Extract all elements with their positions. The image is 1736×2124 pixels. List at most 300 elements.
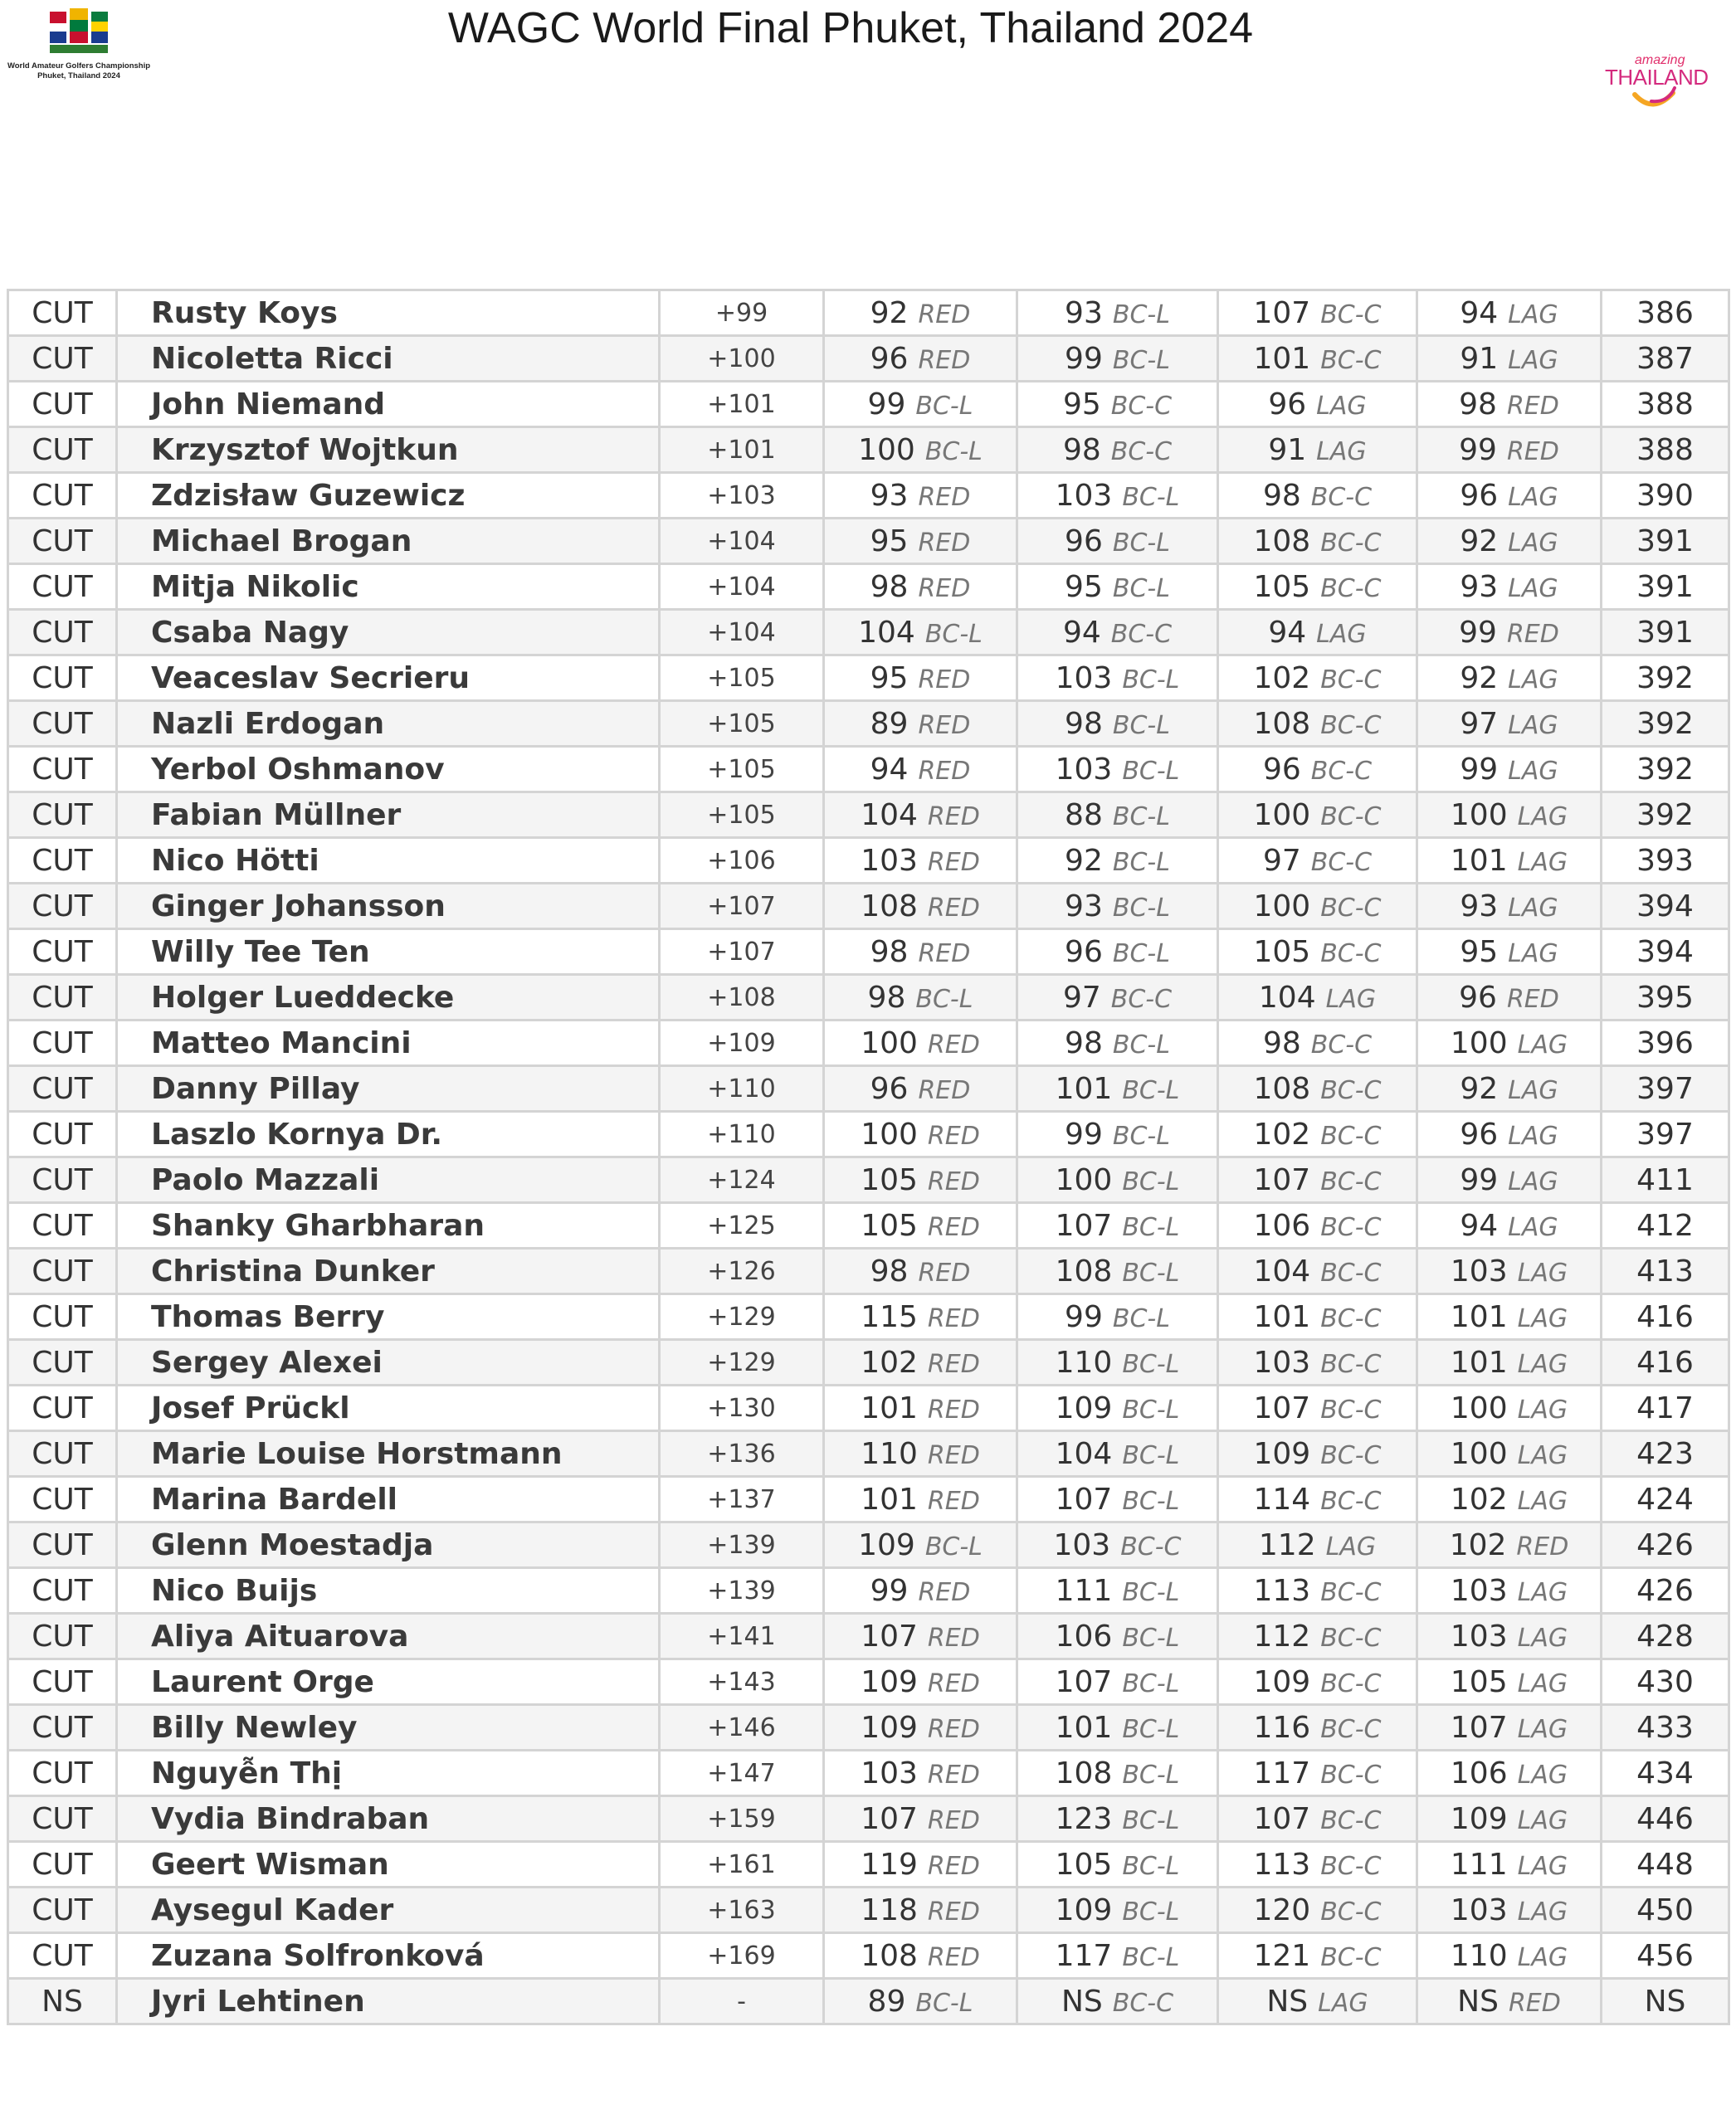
course-code: RED: [927, 893, 980, 923]
round-score: 108: [861, 1938, 918, 1973]
player-name-cell: Nico Hötti: [117, 838, 660, 884]
round-4-cell: [1417, 1979, 1602, 2024]
round-4-cell: [1417, 701, 1602, 747]
course-code: BC-C: [1320, 1212, 1382, 1242]
round-3-cell: [1218, 1842, 1417, 1888]
round-score: 98: [1065, 706, 1103, 741]
round-2-cell: [1017, 1842, 1218, 1888]
round-score: 99: [867, 387, 906, 421]
round-score: NS: [1266, 1984, 1309, 2019]
round-score: 107: [1253, 295, 1311, 330]
round-1-cell: [824, 1614, 1017, 1659]
course-code: BC-C: [1310, 847, 1373, 877]
total-cell: 430: [1602, 1659, 1729, 1705]
player-name-cell: Csaba Nagy: [117, 610, 660, 655]
round-2-cell: [1017, 975, 1218, 1021]
player-name-cell: Shanky Gharbharan: [117, 1203, 660, 1249]
round-score: 92: [1460, 1071, 1499, 1106]
course-code: LAG: [1517, 801, 1568, 831]
round-score: 95: [870, 524, 909, 558]
position-cell: CUT: [8, 1157, 117, 1203]
position-cell: CUT: [8, 1021, 117, 1066]
round-score: 105: [861, 1162, 918, 1197]
round-2-cell: [1017, 1705, 1218, 1751]
course-code: RED: [1516, 1532, 1569, 1561]
course-code: LAG: [1508, 528, 1558, 558]
round-score: 111: [1450, 1847, 1508, 1882]
to-par-cell: +129: [660, 1340, 824, 1386]
course-code: BC-C: [1320, 938, 1382, 968]
player-name-cell: Christina Dunker: [117, 1249, 660, 1294]
round-score: 89: [870, 706, 909, 741]
course-code: BC-L: [1122, 482, 1180, 512]
player-name-cell: Krzysztof Wojtkun: [117, 427, 660, 473]
round-3-cell: [1218, 975, 1417, 1021]
round-2-cell: [1017, 1203, 1218, 1249]
total-cell: 396: [1602, 1021, 1729, 1066]
to-par-cell: +103: [660, 473, 824, 519]
round-4-cell: [1417, 1203, 1602, 1249]
course-code: LAG: [1517, 1303, 1568, 1333]
results-table-body: [8, 290, 1729, 2024]
total-cell: 416: [1602, 1294, 1729, 1340]
round-score: 108: [861, 889, 918, 923]
round-score: 100: [861, 1025, 918, 1060]
position-cell: CUT: [8, 336, 117, 382]
round-score: 105: [1253, 934, 1311, 969]
course-code: RED: [918, 482, 971, 512]
round-2-cell: [1017, 1888, 1218, 1933]
position-cell: CUT: [8, 1614, 117, 1659]
round-score: 89: [867, 1984, 906, 2019]
round-1-cell: [824, 1568, 1017, 1614]
to-par-cell: +169: [660, 1933, 824, 1979]
course-code: BC-L: [1122, 1714, 1180, 1744]
wagc-flags-logo-icon: [48, 8, 110, 56]
round-4-cell: [1417, 1066, 1602, 1112]
round-score: 93: [1065, 889, 1103, 923]
total-cell: 394: [1602, 929, 1729, 975]
table-row: [8, 1979, 1729, 2024]
round-1-cell: [824, 427, 1017, 473]
round-2-cell: [1017, 884, 1218, 929]
to-par-cell: +129: [660, 1294, 824, 1340]
course-code: LAG: [1517, 1851, 1568, 1881]
course-code: LAG: [1508, 1167, 1558, 1196]
course-code: LAG: [1517, 1805, 1568, 1835]
course-code: BC-C: [1110, 619, 1173, 649]
course-code: RED: [918, 665, 971, 694]
round-score: 109: [861, 1664, 918, 1699]
table-row: [8, 701, 1729, 747]
course-code: BC-C: [1320, 1805, 1382, 1835]
round-3-cell: [1218, 336, 1417, 382]
table-row: [8, 1021, 1729, 1066]
table-row: [8, 1477, 1729, 1522]
logo-caption-line1: World Amateur Golfers Championship: [7, 61, 151, 71]
round-score: 107: [1253, 1391, 1311, 1425]
position-cell: CUT: [8, 792, 117, 838]
round-4-cell: [1417, 1157, 1602, 1203]
round-1-cell: [824, 564, 1017, 610]
course-code: BC-L: [1112, 1303, 1170, 1333]
round-score: 98: [1262, 478, 1301, 513]
course-code: BC-L: [924, 1532, 983, 1561]
course-code: RED: [927, 1121, 980, 1151]
round-score: 112: [1253, 1619, 1311, 1654]
round-score: 101: [1450, 843, 1508, 878]
round-3-cell: [1218, 655, 1417, 701]
player-name-cell: Vydia Bindraban: [117, 1796, 660, 1842]
round-4-cell: [1417, 427, 1602, 473]
round-score: 99: [1460, 1162, 1499, 1197]
course-code: BC-C: [1320, 1167, 1382, 1196]
round-score: 96: [870, 341, 909, 376]
round-score: 100: [1450, 797, 1508, 832]
table-row: [8, 427, 1729, 473]
total-cell: 434: [1602, 1751, 1729, 1796]
course-code: RED: [927, 1669, 980, 1698]
round-3-cell: [1218, 610, 1417, 655]
table-row: [8, 1340, 1729, 1386]
position-cell: CUT: [8, 1751, 117, 1796]
course-code: BC-L: [1122, 1577, 1180, 1607]
round-3-cell: [1218, 792, 1417, 838]
round-score: 123: [1055, 1801, 1113, 1836]
position-cell: CUT: [8, 1659, 117, 1705]
round-score: 103: [1055, 478, 1113, 513]
table-row: [8, 1112, 1729, 1157]
round-1-cell: [824, 290, 1017, 336]
total-cell: 392: [1602, 701, 1729, 747]
position-cell: CUT: [8, 884, 117, 929]
course-code: LAG: [1508, 710, 1558, 740]
table-row: [8, 1751, 1729, 1796]
round-score: 116: [1253, 1710, 1311, 1745]
course-code: RED: [1506, 984, 1559, 1014]
round-score: 108: [1055, 1756, 1113, 1790]
round-score: 105: [1253, 569, 1311, 604]
round-1-cell: [824, 1157, 1017, 1203]
course-code: BC-C: [1320, 300, 1382, 329]
to-par-cell: +136: [660, 1431, 824, 1477]
round-4-cell: [1417, 1112, 1602, 1157]
table-row: [8, 838, 1729, 884]
round-score: 97: [1460, 706, 1499, 741]
to-par-cell: +163: [660, 1888, 824, 1933]
to-par-cell: +105: [660, 747, 824, 792]
round-score: 105: [1450, 1664, 1508, 1699]
position-cell: CUT: [8, 382, 117, 427]
course-code: RED: [1506, 391, 1559, 421]
course-code: BC-L: [1112, 893, 1170, 923]
round-3-cell: [1218, 1705, 1417, 1751]
player-name-cell: Sergey Alexei: [117, 1340, 660, 1386]
round-3-cell: [1218, 1522, 1417, 1568]
round-score: 107: [1055, 1208, 1113, 1243]
results-table: [7, 289, 1730, 2025]
course-code: BC-L: [915, 391, 973, 421]
round-score: 100: [858, 432, 915, 467]
round-1-cell: [824, 519, 1017, 564]
round-2-cell: [1017, 1340, 1218, 1386]
course-code: LAG: [1517, 1623, 1568, 1653]
round-4-cell: [1417, 1340, 1602, 1386]
to-par-cell: +125: [660, 1203, 824, 1249]
player-name-cell: Thomas Berry: [117, 1294, 660, 1340]
round-score: 96: [1065, 934, 1103, 969]
course-code: LAG: [1517, 1258, 1568, 1288]
position-cell: CUT: [8, 1112, 117, 1157]
round-3-cell: [1218, 290, 1417, 336]
round-1-cell: [824, 1842, 1017, 1888]
round-4-cell: [1417, 473, 1602, 519]
round-4-cell: [1417, 792, 1602, 838]
round-score: 117: [1055, 1938, 1113, 1973]
round-2-cell: [1017, 1021, 1218, 1066]
round-score: 92: [1460, 660, 1499, 695]
position-cell: CUT: [8, 701, 117, 747]
round-1-cell: [824, 1705, 1017, 1751]
logo-word: THAILAND: [1605, 65, 1709, 90]
round-1-cell: [824, 1522, 1017, 1568]
round-4-cell: [1417, 1249, 1602, 1294]
position-cell: CUT: [8, 1477, 117, 1522]
course-code: LAG: [1508, 1121, 1558, 1151]
round-score: 107: [861, 1801, 918, 1836]
course-code: LAG: [1517, 1395, 1568, 1425]
total-cell: 397: [1602, 1066, 1729, 1112]
course-code: BC-C: [1320, 1303, 1382, 1333]
course-code: BC-C: [1320, 1395, 1382, 1425]
round-2-cell: [1017, 747, 1218, 792]
table-row: [8, 1386, 1729, 1431]
course-code: BC-L: [1122, 756, 1180, 786]
amazing-thailand-logo: [1602, 51, 1709, 118]
total-cell: 433: [1602, 1705, 1729, 1751]
position-cell: CUT: [8, 1842, 117, 1888]
course-code: BC-C: [1320, 1942, 1382, 1972]
position-cell: CUT: [8, 290, 117, 336]
to-par-cell: +108: [660, 975, 824, 1021]
course-code: BC-C: [1320, 665, 1382, 694]
round-4-cell: [1417, 1705, 1602, 1751]
course-code: LAG: [1508, 1212, 1558, 1242]
round-score: 101: [1253, 1299, 1311, 1334]
course-code: RED: [927, 1760, 980, 1790]
total-cell: 456: [1602, 1933, 1729, 1979]
round-score: 108: [1253, 1071, 1311, 1106]
total-cell: 397: [1602, 1112, 1729, 1157]
course-code: RED: [927, 1486, 980, 1516]
round-score: 103: [1055, 752, 1113, 787]
round-2-cell: [1017, 1796, 1218, 1842]
course-code: BC-L: [1112, 1121, 1170, 1151]
course-code: BC-C: [1320, 528, 1382, 558]
course-code: RED: [918, 528, 971, 558]
round-1-cell: [824, 929, 1017, 975]
course-code: LAG: [1517, 1897, 1568, 1927]
round-score: 110: [1450, 1938, 1508, 1973]
round-score: 109: [1450, 1801, 1508, 1836]
round-score: 105: [861, 1208, 918, 1243]
round-score: 92: [1065, 843, 1103, 878]
round-score: 109: [1253, 1664, 1311, 1699]
course-code: BC-L: [1112, 300, 1170, 329]
round-1-cell: [824, 1386, 1017, 1431]
table-row: [8, 747, 1729, 792]
logo-small-text: amazing: [1635, 53, 1685, 67]
round-3-cell: [1218, 1979, 1417, 2024]
table-row: [8, 1888, 1729, 1933]
page-title: WAGC World Final Phuket, Thailand 2024: [447, 4, 1254, 52]
round-3-cell: [1218, 1203, 1417, 1249]
course-code: RED: [927, 1440, 980, 1470]
round-score: NS: [1457, 1984, 1499, 2019]
course-code: BC-L: [1122, 1805, 1180, 1835]
round-score: 99: [1065, 1117, 1103, 1152]
round-score: 105: [1055, 1847, 1113, 1882]
course-code: BC-C: [1320, 1349, 1382, 1379]
round-1-cell: [824, 975, 1017, 1021]
round-4-cell: [1417, 655, 1602, 701]
player-name-cell: Paolo Mazzali: [117, 1157, 660, 1203]
round-1-cell: [824, 1112, 1017, 1157]
round-3-cell: [1218, 1431, 1417, 1477]
position-cell: CUT: [8, 427, 117, 473]
round-4-cell: [1417, 1842, 1602, 1888]
round-1-cell: [824, 701, 1017, 747]
player-name-cell: Michael Brogan: [117, 519, 660, 564]
player-name-cell: Billy Newley: [117, 1705, 660, 1751]
round-3-cell: [1218, 1796, 1417, 1842]
course-code: BC-C: [1110, 391, 1173, 421]
position-cell: CUT: [8, 975, 117, 1021]
player-name-cell: Willy Tee Ten: [117, 929, 660, 975]
course-code: RED: [927, 1942, 980, 1972]
course-code: RED: [927, 1714, 980, 1744]
course-code: BC-L: [1122, 1942, 1180, 1972]
course-code: LAG: [1325, 1532, 1377, 1561]
course-code: LAG: [1316, 619, 1367, 649]
round-score: 101: [1450, 1345, 1508, 1380]
course-code: BC-L: [1122, 1669, 1180, 1698]
course-code: BC-C: [1320, 1075, 1382, 1105]
round-score: 109: [1055, 1893, 1113, 1927]
round-score: 110: [861, 1436, 918, 1471]
player-name-cell: John Niemand: [117, 382, 660, 427]
round-score: 98: [1459, 387, 1497, 421]
round-score: 99: [1459, 432, 1497, 467]
player-name-cell: Laszlo Kornya Dr.: [117, 1112, 660, 1157]
round-score: 100: [1450, 1025, 1508, 1060]
course-code: BC-L: [1122, 1212, 1180, 1242]
round-score: 106: [1253, 1208, 1311, 1243]
round-3-cell: [1218, 747, 1417, 792]
to-par-cell: +146: [660, 1705, 824, 1751]
table-row: [8, 884, 1729, 929]
course-code: LAG: [1508, 893, 1558, 923]
player-name-cell: Holger Lueddecke: [117, 975, 660, 1021]
to-par-cell: +137: [660, 1477, 824, 1522]
round-1-cell: [824, 1203, 1017, 1249]
round-4-cell: [1417, 1477, 1602, 1522]
round-score: 95: [1460, 934, 1499, 969]
round-score: 104: [858, 615, 915, 650]
course-code: BC-L: [1112, 710, 1170, 740]
round-2-cell: [1017, 1066, 1218, 1112]
course-code: BC-C: [1320, 1440, 1382, 1470]
total-cell: 417: [1602, 1386, 1729, 1431]
table-row: [8, 1294, 1729, 1340]
course-code: BC-L: [1112, 938, 1170, 968]
round-score: 98: [1062, 432, 1101, 467]
course-code: LAG: [1517, 1030, 1568, 1060]
position-cell: CUT: [8, 1705, 117, 1751]
player-name-cell: Josef Prückl: [117, 1386, 660, 1431]
round-3-cell: [1218, 1340, 1417, 1386]
position-cell: CUT: [8, 655, 117, 701]
course-code: BC-C: [1310, 482, 1373, 512]
round-2-cell: [1017, 290, 1218, 336]
course-code: LAG: [1517, 1440, 1568, 1470]
round-score: 96: [870, 1071, 909, 1106]
total-cell: 391: [1602, 610, 1729, 655]
round-4-cell: [1417, 564, 1602, 610]
round-2-cell: [1017, 929, 1218, 975]
course-code: LAG: [1508, 665, 1558, 694]
total-cell: 388: [1602, 427, 1729, 473]
round-score: 100: [1450, 1436, 1508, 1471]
round-score: 96: [1460, 478, 1499, 513]
round-1-cell: [824, 1431, 1017, 1477]
course-code: LAG: [1517, 1577, 1568, 1607]
round-score: 93: [1460, 889, 1499, 923]
course-code: RED: [927, 1623, 980, 1653]
course-code: BC-C: [1110, 436, 1173, 466]
round-4-cell: [1417, 610, 1602, 655]
course-code: BC-L: [1122, 1851, 1180, 1881]
table-row: [8, 1933, 1729, 1979]
round-2-cell: [1017, 701, 1218, 747]
course-code: BC-L: [1122, 1075, 1180, 1105]
round-score: 94: [1460, 1208, 1499, 1243]
total-cell: 390: [1602, 473, 1729, 519]
round-score: 104: [1253, 1254, 1311, 1289]
round-score: 88: [1065, 797, 1103, 832]
round-1-cell: [824, 1249, 1017, 1294]
player-name-cell: Marina Bardell: [117, 1477, 660, 1522]
total-cell: 392: [1602, 792, 1729, 838]
table-row: [8, 1659, 1729, 1705]
round-score: 106: [1450, 1756, 1508, 1790]
course-code: BC-L: [1122, 1897, 1180, 1927]
round-1-cell: [824, 838, 1017, 884]
round-score: 103: [1450, 1254, 1508, 1289]
round-1-cell: [824, 792, 1017, 838]
course-code: LAG: [1508, 345, 1558, 375]
table-row: [8, 792, 1729, 838]
course-code: RED: [927, 1851, 980, 1881]
to-par-cell: +105: [660, 701, 824, 747]
round-score: 92: [1460, 524, 1499, 558]
round-4-cell: [1417, 1522, 1602, 1568]
round-1-cell: [824, 610, 1017, 655]
course-code: RED: [918, 1258, 971, 1288]
course-code: BC-C: [1320, 1897, 1382, 1927]
table-row: [8, 290, 1729, 336]
round-score: 100: [1450, 1391, 1508, 1425]
